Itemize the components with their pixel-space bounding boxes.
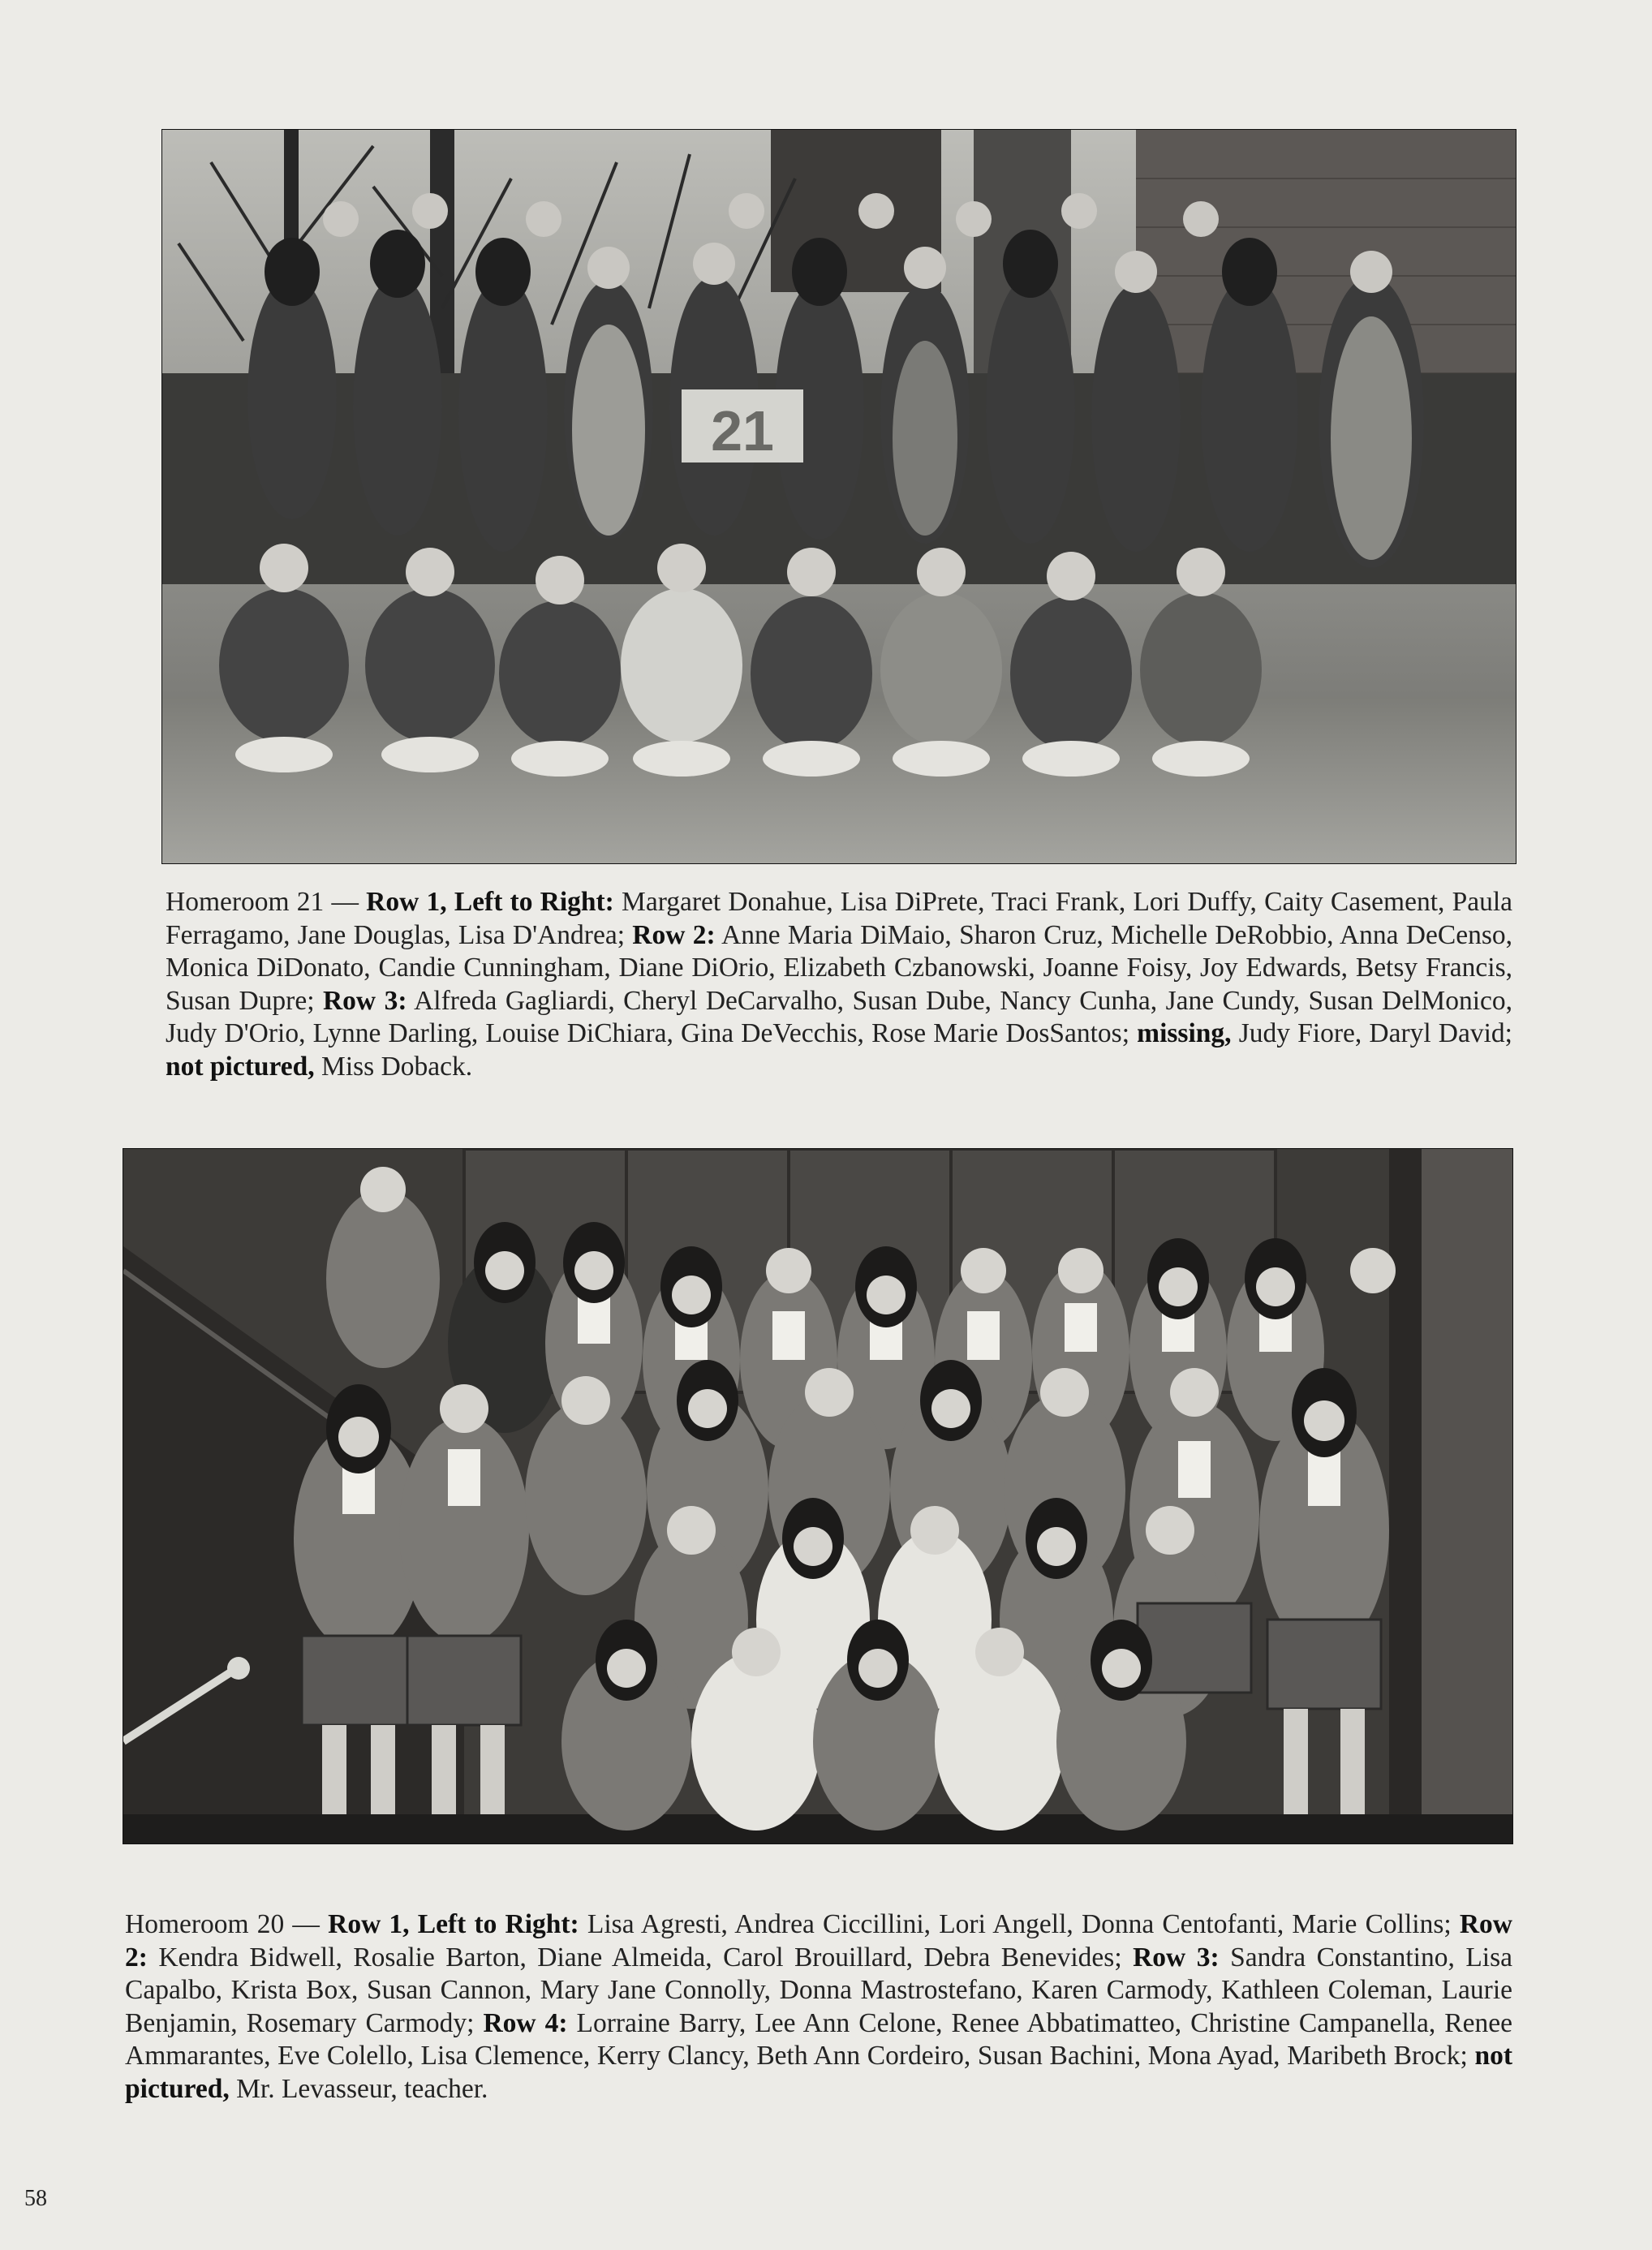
homeroom-21-sign: 21 — [711, 399, 774, 462]
caption-heading: Row 1, Left to Right: — [366, 887, 614, 917]
homeroom-21-caption — [166, 886, 1512, 1083]
caption-names: Anne Maria DiMaio, Sharon Cruz, Michelle DeRobbio, Anna DeCenso, Monica DiDonato, Candie Cunningham, Diane DiOrio, Elizabeth Czbanowski, Joanne Foisy, Joy Edwards, Betsy Francis, Susan Dupre; — [166, 919, 1512, 1016]
caption-names: Miss Doback. — [314, 1051, 473, 1082]
homeroom-20-caption — [125, 1908, 1512, 2106]
homeroom-20-photo-art — [123, 1149, 1512, 1843]
homeroom-21-photo-art — [162, 130, 1516, 863]
caption-heading: Row 3: — [1133, 1942, 1220, 1973]
caption-heading: Row 2: — [632, 919, 716, 950]
homeroom-21-photo — [162, 130, 1516, 863]
caption-names: Sandra Constantino, Lisa Capalbo, Krista Box, Susan Cannon, Mary Jane Connolly, Donna Mastrostefano, Karen Carmody, Kathleen Coleman, Laurie Benjamin, Rosemary Carmody; — [125, 1942, 1513, 2038]
homeroom-20-photo — [123, 1149, 1512, 1843]
caption-names: Margaret Donahue, Lisa DiPrete, Traci Frank, Lori Duffy, Caity Casement, Paula Ferragamo, Jane Douglas, Lisa D'Andrea; — [166, 887, 1512, 950]
caption-names: Mr. Levasseur, teacher. — [229, 2073, 488, 2104]
caption-names: Homeroom 21 — — [166, 887, 367, 917]
caption-heading: Row 2: — [125, 1909, 1512, 1973]
caption-heading: not pictured, — [166, 1051, 315, 1082]
caption-names: Homeroom 20 — — [125, 1909, 329, 1939]
page-number: 58 — [24, 2186, 47, 2211]
caption-names: Lisa Agresti, Andrea Ciccillini, Lori Angell, Donna Centofanti, Marie Collins; — [579, 1909, 1460, 1939]
caption-names: Kendra Bidwell, Rosalie Barton, Diane Almeida, Carol Brouillard, Debra Benevides; — [147, 1942, 1134, 1973]
caption-heading: missing, — [1137, 1018, 1232, 1048]
caption-names: Lorraine Barry, Lee Ann Celone, Renee Abbatimatteo, Christine Campanella, Renee Ammarantes, Eve Colello, Lisa Clemence, Kerry Clancy, Beth Ann Cordeiro, Susan Bachini, Mona Ayad, Maribeth Brock; — [125, 2007, 1512, 2071]
caption-heading: Row 4: — [483, 2007, 568, 2038]
caption-names: Judy Fiore, Daryl David; — [1231, 1018, 1512, 1048]
caption-heading: Row 1, Left to Right: — [328, 1909, 579, 1939]
caption-heading: not pictured, — [125, 2041, 1512, 2104]
caption-names: Alfreda Gagliardi, Cheryl DeCarvalho, Susan Dube, Nancy Cunha, Jane Cundy, Susan DelMonico, Judy D'Orio, Lynne Darling, Louise DiChiara, Gina DeVecchis, Rose Marie DosSantos; — [166, 985, 1513, 1048]
caption-heading: Row 3: — [322, 985, 407, 1016]
